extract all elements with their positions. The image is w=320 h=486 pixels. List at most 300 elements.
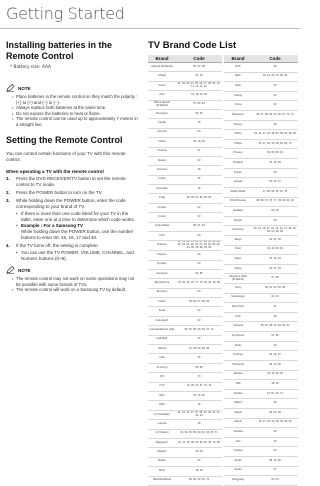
code-column-header: Code xyxy=(252,55,298,63)
table-row xyxy=(148,288,222,297)
table-row xyxy=(148,166,222,175)
code-cell: 62 xyxy=(176,203,222,212)
code-column-header: Code xyxy=(176,55,222,63)
code-cell: 40 xyxy=(176,335,222,344)
code-cell: 18, 40 xyxy=(252,380,298,390)
code-cell: 57, 58 xyxy=(252,274,298,284)
code-cell: 00, 15, 16, 17, 40, 43, 46, 47, 48, 49, 59, 60, 98, 99 xyxy=(252,226,298,236)
battery-size-note: * Battery size: AAA xyxy=(10,65,51,70)
note-block-2 xyxy=(6,266,138,293)
code-cell: 18 xyxy=(252,63,298,73)
step-text: If the TV turns off, the setting is complete. xyxy=(16,243,99,248)
brand-cell: Fisher xyxy=(148,298,176,307)
brand-cell: Sony xyxy=(224,284,252,294)
table-row xyxy=(148,72,222,81)
note-item: • Do not expose the batteries to heat or flame. xyxy=(12,111,138,117)
table-row xyxy=(224,245,298,255)
table-row xyxy=(148,401,222,410)
brand-cell: Daewoo xyxy=(148,241,176,251)
code-cell: 70 xyxy=(176,373,222,382)
code-cell: 03, 15, 18, 25 xyxy=(252,370,298,380)
code-cell: 01 xyxy=(252,303,298,313)
brand-cell: Signature 2000 (M.Wards) xyxy=(224,274,252,284)
table-row xyxy=(148,326,222,335)
code-cell: 16, 06, 61, 67, 70, 79 xyxy=(176,382,222,391)
code-cell: 15, 18, 59 xyxy=(252,159,298,169)
code-table-right-body xyxy=(224,63,298,486)
code-cell: 15, 18, 19 xyxy=(252,255,298,265)
table-row xyxy=(148,269,222,278)
brand-cell: TMK xyxy=(224,380,252,390)
brand-cell: KEC xyxy=(148,392,176,401)
brand-cell: Magnavox xyxy=(148,438,176,447)
code-cell: 19, 61, 65 xyxy=(252,235,298,245)
brand-cell: Cetronic xyxy=(148,128,176,137)
brand-cell: Philips xyxy=(224,139,252,149)
step-4-bullet: • You can use the TV POWER, VOLUME, CHANNEL, and Numeric buttons (0~9). xyxy=(16,250,138,262)
table-row xyxy=(224,72,298,82)
code-cell: 01, 18, 40, 48 xyxy=(176,91,222,100)
table-row xyxy=(148,279,222,288)
code-cell: 17, 48, 56, 60, 61, 75 xyxy=(252,187,298,197)
code-cell: 40 xyxy=(252,168,298,178)
table-row xyxy=(148,213,222,222)
brand-cell: Dynasty xyxy=(148,260,176,269)
table-row xyxy=(224,380,298,390)
table-row xyxy=(224,159,298,169)
table-row xyxy=(148,232,222,241)
brand-cell: Contec xyxy=(148,175,176,184)
brand-cell: Onking xyxy=(224,91,252,101)
code-cell: 01, 02, 03, 04, 05, 06, 07, 08, 09, 10, 11, 12, 13, 14 xyxy=(176,81,222,90)
table-row xyxy=(224,303,298,313)
table-row xyxy=(224,207,298,217)
notes-list-2 xyxy=(6,276,138,293)
code-cell: 50, 51, 52, 53, 55 xyxy=(252,284,298,294)
table-row xyxy=(148,410,222,419)
table-row xyxy=(148,156,222,165)
code-cell: 40 xyxy=(252,437,298,447)
left-column xyxy=(6,40,138,293)
code-cell: 46 xyxy=(176,175,222,184)
table-row xyxy=(148,298,222,307)
table-row xyxy=(148,175,222,184)
brand-cell: Wards xyxy=(224,418,252,428)
brand-cell: Dynatech xyxy=(148,269,176,278)
brand-cell: Admiral (M.Wards) xyxy=(148,63,176,72)
brand-cell: Bell & Howell (M.Wards) xyxy=(148,100,176,109)
code-cell: 01 xyxy=(252,466,298,476)
brand-cell: Marantz xyxy=(148,448,176,457)
code-cell: 06, 66, 67, 68, 69 xyxy=(176,298,222,307)
brand-cell: Sears xyxy=(224,255,252,265)
brand-cell: Quasar xyxy=(224,178,252,188)
table-row xyxy=(148,138,222,147)
table-row xyxy=(224,274,298,284)
operating-subheading: When operating a TV with the remote control xyxy=(6,169,104,174)
note-item: • Place batteries in the remote control so they match the polarity : (+) to (+) and (–) to (–). xyxy=(12,94,138,105)
step-text: Press the DVD RECEIVER/TV button to set the remote control to TV mode. xyxy=(16,176,126,187)
brand-cell: A Mark xyxy=(148,72,176,81)
brand-cell: Curtis Mates xyxy=(148,222,176,231)
code-table-left-body xyxy=(148,63,222,486)
code-cell: 06, 66, 67 xyxy=(252,351,298,361)
code-cell: 18, 19, 20, 40, 59, 60 xyxy=(252,72,298,82)
code-cell: 19, 54, 56, 59, 60, 62, 63, 65, 71 xyxy=(176,429,222,438)
code-cell: 18 xyxy=(176,166,222,175)
table-row xyxy=(148,420,222,429)
code-cell: 06, 07, 08, 09, 54, 66, 67, 73, 74 xyxy=(252,111,298,121)
code-cell: 64 xyxy=(176,288,222,297)
code-cell: 03 xyxy=(176,260,222,269)
code-cell: 18 xyxy=(176,119,222,128)
table-row xyxy=(224,332,298,342)
brand-cell: Proton xyxy=(224,168,252,178)
brand-cell: Zonda xyxy=(224,466,252,476)
brand-cell: AOC xyxy=(148,91,176,100)
brand-cell: Croslex xyxy=(148,203,176,212)
note-item: • The remote control will work on a Samsung TV by default. xyxy=(12,287,138,293)
table-row xyxy=(224,178,298,188)
code-cell: 03 xyxy=(252,101,298,111)
table-row xyxy=(224,168,298,178)
brand-cell: Daytron xyxy=(148,251,176,260)
table-row xyxy=(224,399,298,409)
code-cell: 03, 54 xyxy=(252,476,298,486)
brand-cell: Videch xyxy=(224,408,252,418)
code-cell: 03 xyxy=(176,128,222,137)
table-row xyxy=(224,437,298,447)
brand-cell: Concerto xyxy=(148,166,176,175)
code-cell: 03 xyxy=(176,156,222,165)
step-3-bullet xyxy=(16,223,138,241)
brand-cell: Techwood xyxy=(224,360,252,370)
brand-cell: Anam xyxy=(148,81,176,90)
table-row xyxy=(224,149,298,159)
table-row xyxy=(148,392,222,401)
brand-cell: Panasonic xyxy=(224,111,252,121)
setting-body: You can control certain functions of your TV with this remote control. xyxy=(6,151,126,162)
code-cell: 18, 40 xyxy=(176,467,222,476)
table-row xyxy=(224,264,298,274)
table-row xyxy=(148,147,222,156)
step-2 xyxy=(6,190,138,196)
table-row xyxy=(148,363,222,372)
code-cell: 18 xyxy=(252,120,298,130)
table-row xyxy=(148,335,222,344)
notes-list-1 xyxy=(6,94,138,127)
table-row xyxy=(224,360,298,370)
table-row xyxy=(148,100,222,109)
brand-cell: Inkel xyxy=(148,354,176,363)
code-cell: 06, 40, 56, 59, 66, 67, 73 xyxy=(176,326,222,335)
brand-cell: RCA/Proscan xyxy=(224,197,252,207)
code-cell: 18, 40, 56 xyxy=(252,360,298,370)
step-text: Press the POWER button to turn on the TV. xyxy=(16,190,103,195)
code-cell: 61, 95 xyxy=(252,332,298,342)
brand-cell: Matsui xyxy=(148,457,176,466)
code-cell: 03 xyxy=(176,232,222,241)
table-row xyxy=(224,235,298,245)
code-cell: 03, 18, 25 xyxy=(176,138,222,147)
table-row xyxy=(224,111,298,121)
brand-cell: SSS xyxy=(224,312,252,322)
step-3-bullets xyxy=(16,211,138,241)
brand-cell: Funai xyxy=(148,307,176,316)
brand-cell: General Electric (GE) xyxy=(148,326,176,335)
brand-cell: Zenith xyxy=(224,456,252,466)
table-row xyxy=(224,370,298,380)
table-row xyxy=(224,226,298,236)
brand-cell: Yupiteru xyxy=(224,447,252,457)
brand-cell: Portland xyxy=(224,159,252,169)
code-cell: 03 xyxy=(176,307,222,316)
steps-list xyxy=(6,176,138,262)
code-cell: 03, 40 xyxy=(252,293,298,303)
brand-cell: Craig xyxy=(148,194,176,203)
brand-cell: Futuretech xyxy=(148,316,176,325)
note-label: NOTE xyxy=(18,85,31,91)
code-cell: 56, 59 xyxy=(176,363,222,372)
table-row xyxy=(148,345,222,354)
brand-cell: Onwa xyxy=(224,101,252,111)
table-row xyxy=(224,197,298,207)
table-row xyxy=(224,466,298,476)
table-row xyxy=(224,476,298,486)
brand-cell: Sampo xyxy=(224,216,252,226)
table-row xyxy=(224,63,298,73)
table-row xyxy=(148,109,222,118)
brand-cell: Brocsonic xyxy=(148,109,176,118)
brand-cell: Symphonic xyxy=(224,332,252,342)
brand-cell: Mitsubishi/MGA xyxy=(148,476,176,485)
table-row xyxy=(148,203,222,212)
code-cell: 03, 15, 17, 18, 48, 54, 59, 62, 69, 90 xyxy=(252,130,298,140)
code-cell: 03, 05, 61, 82, 83, 84 xyxy=(176,194,222,203)
table-row xyxy=(148,429,222,438)
table-row xyxy=(224,101,298,111)
code-cell: 40 xyxy=(252,216,298,226)
table-row xyxy=(224,312,298,322)
table-row xyxy=(148,119,222,128)
table-row xyxy=(224,389,298,399)
code-cell: 15, 17, 18, 48, 54, 59, 60, 62, 72, 89 xyxy=(176,438,222,447)
code-cell: 18, 59, 67, 76, 77, 78, 92, 93, 94 xyxy=(252,197,298,207)
brand-cell: Pioneer xyxy=(224,149,252,159)
code-cell: 59, 60, 69 xyxy=(252,408,298,418)
brand-cell: KMC xyxy=(148,401,176,410)
brand-cell: NEC xyxy=(224,72,252,82)
note-pencil-icon xyxy=(6,84,15,92)
brand-cell: Philco xyxy=(224,130,252,140)
brand-cell: Dongyang xyxy=(224,476,252,486)
brand-cell: JVC xyxy=(148,373,176,382)
code-cell: 01, 15, 16, 17, 37, 38, 39, 40, 41, 42, 43, 44 xyxy=(176,410,222,419)
code-cell: 56, 57, 58 xyxy=(176,63,222,72)
code-cell: 63, 66, 80, 91 xyxy=(252,149,298,159)
brand-cell: Emerson xyxy=(148,288,176,297)
table-row xyxy=(148,222,222,231)
table-row xyxy=(148,316,222,325)
brand-cell: Spectricon xyxy=(224,303,252,313)
table-row xyxy=(224,216,298,226)
code-cell: 03, 15, 40 xyxy=(176,392,222,401)
table-row xyxy=(148,307,222,316)
step-3-bullet: • If there is more than one code listed for your TV in the table, enter one at a time to determine which code works. xyxy=(16,211,138,223)
brand-cell: CXC xyxy=(148,232,176,241)
brand-cell: MTC xyxy=(224,63,252,73)
brand-cell: Realistic xyxy=(224,207,252,217)
table-row xyxy=(224,187,298,197)
brand-column-header: Brand xyxy=(148,55,176,63)
tv-brand-code-list-title: TV Brand Code List xyxy=(148,40,237,51)
brand-cell: Scott xyxy=(224,245,252,255)
brand-cell: Hitachi xyxy=(148,345,176,354)
example-text: While holding down the POWER button, use the number buttons to enter 00, 15, 16, 17 and 40. xyxy=(21,229,134,240)
code-cell: 40, 54 xyxy=(176,448,222,457)
table-row xyxy=(224,322,298,332)
note-pencil-icon xyxy=(6,266,15,274)
table-row xyxy=(148,194,222,203)
brand-cell: Samsung xyxy=(224,226,252,236)
table-row xyxy=(224,130,298,140)
table-row xyxy=(148,382,222,391)
note-block-1 xyxy=(6,84,138,127)
brand-cell: Soundesign xyxy=(224,293,252,303)
brand-cell: Technics xyxy=(224,351,252,361)
table-row xyxy=(148,457,222,466)
code-cell: 03, 19 xyxy=(252,207,298,217)
step-text: While holding down the POWER button, enter the code corresponding to your brand of TV. xyxy=(16,198,126,209)
brand-cell: Sanyo xyxy=(224,235,252,245)
right-column xyxy=(148,40,298,486)
table-row xyxy=(148,185,222,194)
step-1 xyxy=(6,176,138,188)
code-cell: 15, 18, 50, 59, 69 xyxy=(176,345,222,354)
step-number: 4. xyxy=(6,243,10,248)
brand-cell: Teknika xyxy=(224,370,252,380)
table-row xyxy=(224,284,298,294)
brand-cell: LG (Goldstar) xyxy=(148,410,176,419)
code-cell: 03 xyxy=(252,447,298,457)
brand-cell: Citizen xyxy=(148,138,176,147)
code-table-left xyxy=(148,55,222,486)
brand-cell: Yamaha xyxy=(224,428,252,438)
code-cell: 19, 57, 63, 71 xyxy=(252,389,298,399)
brand-cell: Vidtech xyxy=(224,399,252,409)
table-row xyxy=(148,63,222,72)
table-row xyxy=(224,82,298,92)
note-label: NOTE xyxy=(18,267,31,273)
step-number: 2. xyxy=(6,190,10,195)
code-cell: 03, 40, 60, 61 xyxy=(252,245,298,255)
brand-cell: Hall Mark xyxy=(148,335,176,344)
brand-cell: MGA xyxy=(148,467,176,476)
brand-cell: York xyxy=(224,437,252,447)
table-row xyxy=(148,81,222,90)
table-row xyxy=(224,139,298,149)
brand-cell: Toshiba xyxy=(224,389,252,399)
code-cell: 62, 85 xyxy=(176,269,222,278)
code-cell: 59, 61, 63 xyxy=(176,222,222,231)
table-row xyxy=(148,91,222,100)
brand-cell: Penney xyxy=(224,120,252,130)
setting-heading: Setting the Remote Control xyxy=(6,135,123,145)
code-cell: 15, 17, 18, 40, 48, 54, 60, 64 xyxy=(252,418,298,428)
code-cell: 15, 17, 18, 40, 48, 54, 62, 72 xyxy=(252,139,298,149)
brand-cell: Crown xyxy=(148,213,176,222)
code-cell: 01, 15 xyxy=(176,72,222,81)
table-row xyxy=(148,128,222,137)
code-cell: 06, 66, 67 xyxy=(252,178,298,188)
step-number: 3. xyxy=(6,198,10,203)
brand-column-header: Brand xyxy=(224,55,252,63)
code-cell: 15 xyxy=(176,401,222,410)
step-4 xyxy=(6,243,138,262)
code-cell: 03 xyxy=(252,82,298,92)
batteries-heading: Installing batteries in the Remote Control xyxy=(6,40,113,61)
table-row xyxy=(224,408,298,418)
table-row xyxy=(224,351,298,361)
code-cell: 03 xyxy=(176,213,222,222)
code-tables xyxy=(148,55,298,486)
brand-cell: LXI (Sears) xyxy=(148,429,176,438)
code-cell: 40 xyxy=(176,251,222,260)
code-cell: 02, 03, 04, 15, 16, 17, 18, 19, 20, 21, 22, 23, 24, 25, 26, 27, 28, 29, 30, 32, 34, 35, 36, 48, 59, 90 xyxy=(177,240,221,250)
brand-cell: KTV xyxy=(148,382,176,391)
table-row xyxy=(224,456,298,466)
code-cell: 59, 60 xyxy=(176,109,222,118)
brand-cell: Sharp xyxy=(224,264,252,274)
note-item: • The remote control can be used up to approximately 7 meters in a straight line. xyxy=(12,116,138,127)
brand-cell: JC Penny xyxy=(148,363,176,372)
brand-cell: Nikei xyxy=(224,82,252,92)
code-cell: 15 xyxy=(176,185,222,194)
note-item: • Always replace both batteries at the same time. xyxy=(12,105,138,111)
example-title: Example : For a Samsung TV xyxy=(21,223,84,228)
table-row xyxy=(148,438,222,447)
code-cell: 18 xyxy=(252,428,298,438)
code-cell: 57, 58, 81 xyxy=(176,100,222,109)
code-cell: 97 xyxy=(176,147,222,156)
table-row xyxy=(224,418,298,428)
brand-cell: Tandy xyxy=(224,341,252,351)
table-row xyxy=(148,476,222,485)
brand-cell: Candle xyxy=(148,119,176,128)
brand-cell: Sylvania xyxy=(224,322,252,332)
code-cell: 45 xyxy=(176,354,222,363)
step-4-bullets xyxy=(16,250,138,262)
code-cell: 18 xyxy=(176,420,222,429)
brand-cell: Electrohome xyxy=(148,279,176,288)
table-row xyxy=(224,255,298,265)
table-row xyxy=(148,241,222,251)
table-row xyxy=(148,260,222,269)
table-row xyxy=(148,373,222,382)
table-row xyxy=(224,341,298,351)
brand-cell: Luxman xyxy=(148,420,176,429)
code-cell: 18, 40, 48, 54, 59, 60, 62 xyxy=(252,322,298,332)
brand-cell: Cinema xyxy=(148,147,176,156)
table-row xyxy=(224,447,298,457)
step-3 xyxy=(6,198,138,241)
code-cell: 18 xyxy=(252,399,298,409)
code-cell: 58, 79, 90 xyxy=(252,456,298,466)
table-row xyxy=(148,467,222,476)
brand-cell: Classic xyxy=(148,156,176,165)
table-row xyxy=(224,120,298,130)
title-divider xyxy=(0,28,300,29)
